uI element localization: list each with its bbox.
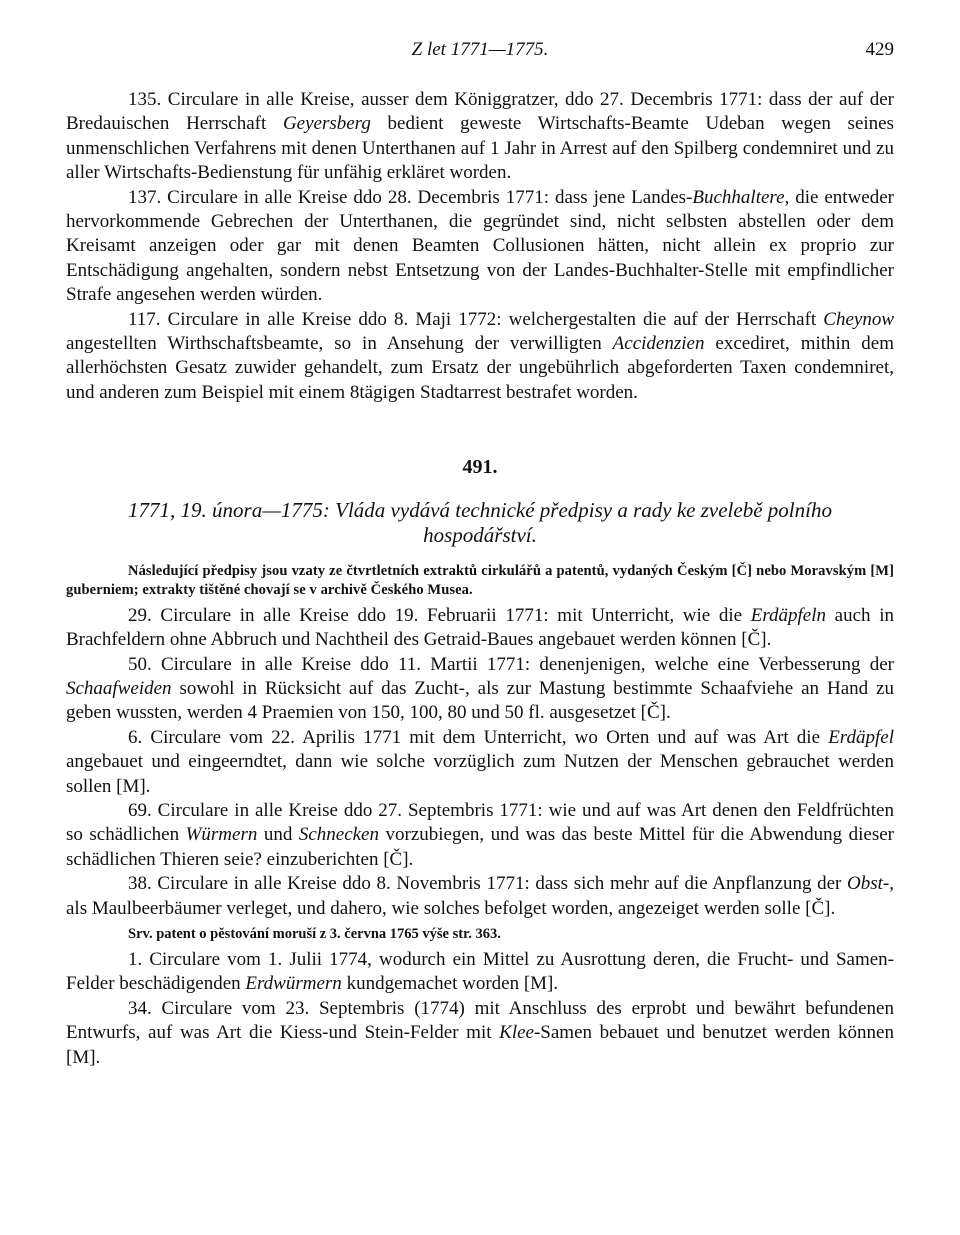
text-run: -Samen bebauet und benutzet werden können [M]. [66,1022,894,1068]
paragraph [66,997,894,1070]
text-run: sowohl in Rücksicht auf das Zucht-, als zur Mastung bestimmte Schaafviehe an Hand zu geben wussten, werden 4 Praemien von 150, 100, 80 und 50 fl. ausgesetzet [Č]. [66,677,894,724]
italic-term: Würmern [185,824,258,846]
italic-term: Geyersberg [282,113,371,135]
paragraph [66,872,894,921]
italic-term: Obst-, [847,873,894,895]
text-run: 137. Circulare in alle Kreise ddo 28. Decembris 1771: dass jene Landes- [128,186,693,208]
text-run: 29. Circulare in alle Kreise ddo 19. Februarii 1771: mit Unterricht, wie die [128,604,751,626]
entries-last [66,948,894,1070]
entries-bottom [66,604,894,921]
italic-term: Erdäpfel [828,726,894,748]
italic-term: Erdwürmern [245,973,342,995]
running-title: Z let 1771—1775. [411,39,549,60]
paragraph [66,799,894,872]
paragraph [66,308,894,406]
italic-term: Accidenzien [612,333,705,355]
paragraph [66,604,894,653]
text-run: 135. Circulare in alle Kreise, ausser dem Königgratzer, ddo 27. Decembris 1771: dass der auf der Bredauischen Herrschaft [66,89,894,135]
text-run: auch in Brachfeldern ohne Abbruch und Nachtheil des Getraid-Baues angebauet werden können [Č]. [66,604,894,651]
text-run: 50. Circulare in alle Kreise ddo 11. Martii 1771: denenjenigen, welche eine Verbesserung der [128,653,894,675]
text-run: excediret, mithin dem allerhöchsten Gesatz zuwider gehandelt, zum Ersatz der ungebührlich abgeforderten Taxen condemniret, und anderen zum Beispiel mit einem 8tägigen Stadtarrest bestrafet worden. [66,333,894,403]
paragraph [66,726,894,799]
italic-term: Cheynow [823,308,894,330]
running-head [66,38,894,64]
text-run: 117. Circulare in alle Kreise ddo 8. Maji 1772: welchergestalten die auf der Herrschaft [128,308,824,330]
italic-term: Klee [499,1022,534,1044]
italic-term: Schnecken [298,824,379,846]
text-run: und [257,824,299,846]
paragraph [66,88,894,186]
section-number: 491. [462,456,498,479]
text-run: 1. Circulare vom 1. Julii 1774, wodurch ein Mittel zu Ausrottung deren, die Frucht- und Samen-Felder beschädigenden [66,948,894,995]
text-run: die entweder hervorkommende Gebrechen der Unterthanen, die gegründet sind, nicht selbsten abstellen oder dem Kreisamt anzeigen oder gar mit denen Beamten Collusionen hätten, nicht allein ex proprio zur Entschädigung angehalten, sondern nebst Entsetzung von der Landes-Buchhalter-Stelle mit empfindlicher Strafe angesehen werden würden. [66,186,894,306]
italic-term: Erdäpfeln [750,604,827,626]
entries-top [66,88,894,405]
italic-term: Schaafweiden [66,677,172,699]
cross-reference: Srv. patent o pěstování moruší z 3. června 1765 výše str. 363. [128,925,501,942]
page-number: 429 [865,39,894,60]
paragraph [66,653,894,726]
text-run: bedient geweste Wirtschafts-Beamte Udeban wegen seines unmenschlichen Verfahrens mit denen Unterthanen auf 1 Jahr in Arrest auf den Spilberg condemniret und zu aller Wirtschafts-Bedienstung für unfähig erkläret worden. [66,113,894,184]
section-note: Následující předpisy jsou vzaty ze čtvrtletních extraktů cirkulářů a patentů, vydaných Českým [Č] nebo Moravským [M] guberniem; extrakty tištěné chovají se v archivě Českého Musea. [66,562,894,598]
paragraph [66,948,894,997]
text-run: 34. Circulare vom 23. Septembris (1774) mit Anschluss des erprobt und bewährt befundenen Entwurfs, auf was Art die Kiess-und Stein-Felder mit [66,997,894,1044]
text-run: 38. Circulare in alle Kreise ddo 8. Novembris 1771: dass sich mehr auf die Anpflanzung der [128,873,848,895]
text-run: kundgemachet worden [M]. [341,973,559,995]
paragraph [66,186,894,308]
section-heading: 1771, 19. února—1775: Vláda vydává technické předpisy a rady ke zvelebě polního hospodářství. [128,497,832,547]
italic-term: Buchhaltere, [692,186,790,208]
text-run: als Maulbeerbäumer verleget, und dahero, wie solches befolget worden, angezeiget werden solle [Č]. [66,897,836,919]
text-run: vorzubiegen, und was das beste Mittel für die Abwendung dieser schädlichen Thieren seie? einzuberichten [Č]. [66,824,894,870]
text-run: 69. Circulare in alle Kreise ddo 27. Septembris 1771: wie und auf was Art denen den Feldfrüchten so schädlichen [66,799,894,846]
document-body [66,88,894,1070]
text-run: angestellten Wirthschaftsbeamte, so in Ansehung der verwilligten [66,333,613,355]
text-run: angebauet und eingeerndtet, dann wie solche vorzüglich zum Nutzen der Menschen gebrauchet werden sollen [M]. [66,751,894,797]
text-run: 6. Circulare vom 22. Aprilis 1771 mit dem Unterricht, wo Orten und auf was Art die [128,726,829,748]
document-page [66,0,894,1235]
